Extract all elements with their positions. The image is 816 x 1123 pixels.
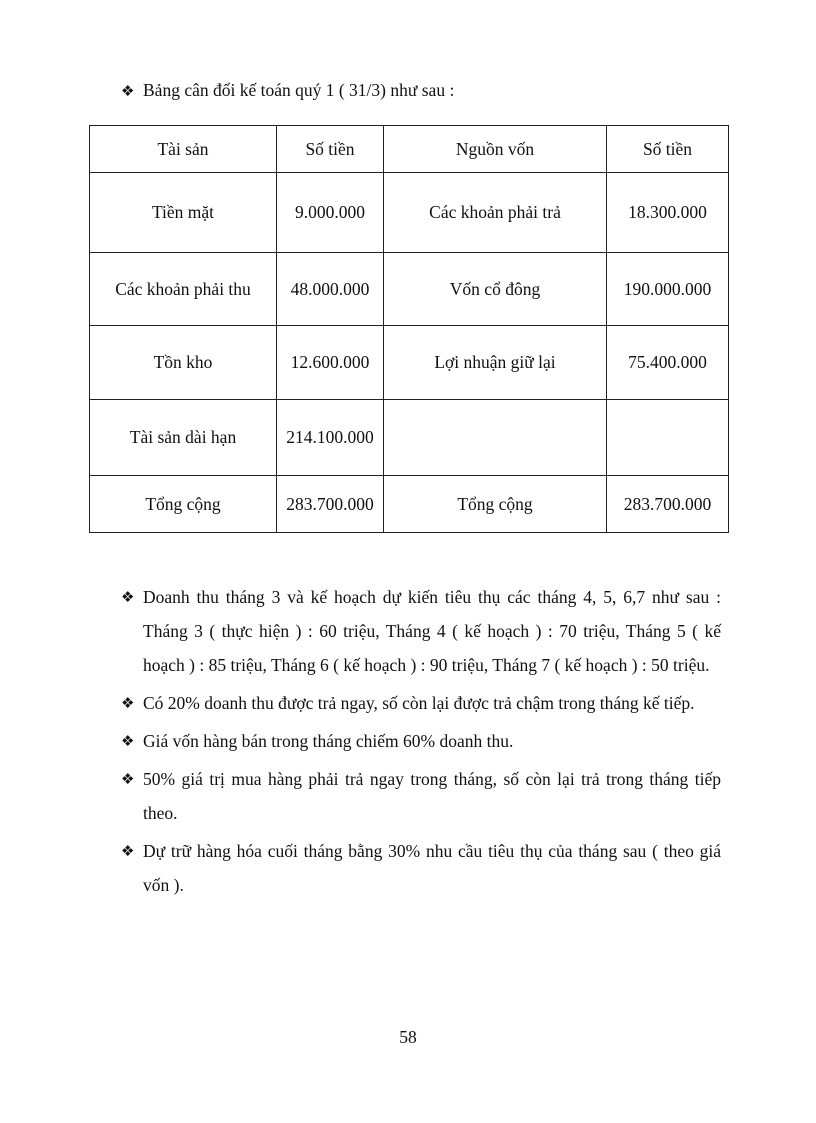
note-text: 50% giá trị mua hàng phải trả ngay trong tháng, số còn lại trả trong tháng tiếp theo.: [143, 769, 721, 823]
table-cell: 75.400.000: [607, 326, 729, 400]
diamond-bullet-icon: ❖: [121, 732, 135, 750]
table-cell: 214.100.000: [277, 400, 384, 476]
table-row: [90, 173, 729, 253]
table-cell: Tổng cộng: [384, 476, 607, 533]
note-text: Dự trữ hàng hóa cuối tháng bằng 30% nhu cầu tiêu thụ của tháng sau ( theo giá vốn ).: [143, 841, 721, 895]
table-cell: [607, 400, 729, 476]
diamond-bullet-icon: ❖: [121, 770, 135, 788]
table-cell: 9.000.000: [277, 173, 384, 253]
table-cell: Tiền mặt: [90, 173, 277, 253]
diamond-bullet-icon: ❖: [121, 588, 135, 606]
table-row: [90, 326, 729, 400]
balance-sheet-table: [89, 125, 729, 533]
note-text: Có 20% doanh thu được trả ngay, số còn lại được trả chậm trong tháng kế tiếp.: [143, 693, 695, 713]
list-item: [121, 580, 721, 682]
table-cell: 190.000.000: [607, 253, 729, 326]
note-text: Doanh thu tháng 3 và kế hoạch dự kiến tiêu thụ các tháng 4, 5, 6,7 như sau : Tháng 3 ( thực hiện ) : 60 triệu, Tháng 4 ( kế hoạch ) : 70 triệu, Tháng 5 ( kế hoạch ) : 85 triệu, Tháng 6 ( kế hoạch ) : 90 triệu, Tháng 7 ( kế hoạch ) : 50 triệu.: [143, 587, 721, 675]
table-row: [90, 253, 729, 326]
list-item: [121, 834, 721, 902]
diamond-bullet-icon: ❖: [121, 82, 135, 100]
table-cell: 18.300.000: [607, 173, 729, 253]
header-assets: Tài sản: [90, 126, 277, 173]
table-cell: 283.700.000: [607, 476, 729, 533]
table-cell: Vốn cổ đông: [384, 253, 607, 326]
table-cell: 48.000.000: [277, 253, 384, 326]
table-cell: 283.700.000: [277, 476, 384, 533]
table-header-row: [90, 126, 729, 173]
table-row: [90, 400, 729, 476]
list-item: [121, 686, 721, 720]
page-number: 58: [399, 1027, 417, 1047]
table-cell: Tồn kho: [90, 326, 277, 400]
table-cell: Tài sản dài hạn: [90, 400, 277, 476]
header-source-amount: Số tiền: [607, 126, 729, 173]
table-cell: 12.600.000: [277, 326, 384, 400]
header-sources: Nguồn vốn: [384, 126, 607, 173]
notes-list: [121, 580, 721, 906]
diamond-bullet-icon: ❖: [121, 842, 135, 860]
header-asset-amount: Số tiền: [277, 126, 384, 173]
table-cell: [384, 400, 607, 476]
table-cell: Các khoản phải trả: [384, 173, 607, 253]
table-total-row: [90, 476, 729, 533]
intro-text: Bảng cân đối kế toán quý 1 ( 31/3) như sau :: [143, 80, 455, 100]
table-cell: Các khoản phải thu: [90, 253, 277, 326]
table-cell: Lợi nhuận giữ lại: [384, 326, 607, 400]
intro-line: [121, 79, 721, 102]
list-item: [121, 724, 721, 758]
note-text: Giá vốn hàng bán trong tháng chiếm 60% doanh thu.: [143, 731, 514, 751]
diamond-bullet-icon: ❖: [121, 694, 135, 712]
table-cell: Tổng cộng: [90, 476, 277, 533]
list-item: [121, 762, 721, 830]
